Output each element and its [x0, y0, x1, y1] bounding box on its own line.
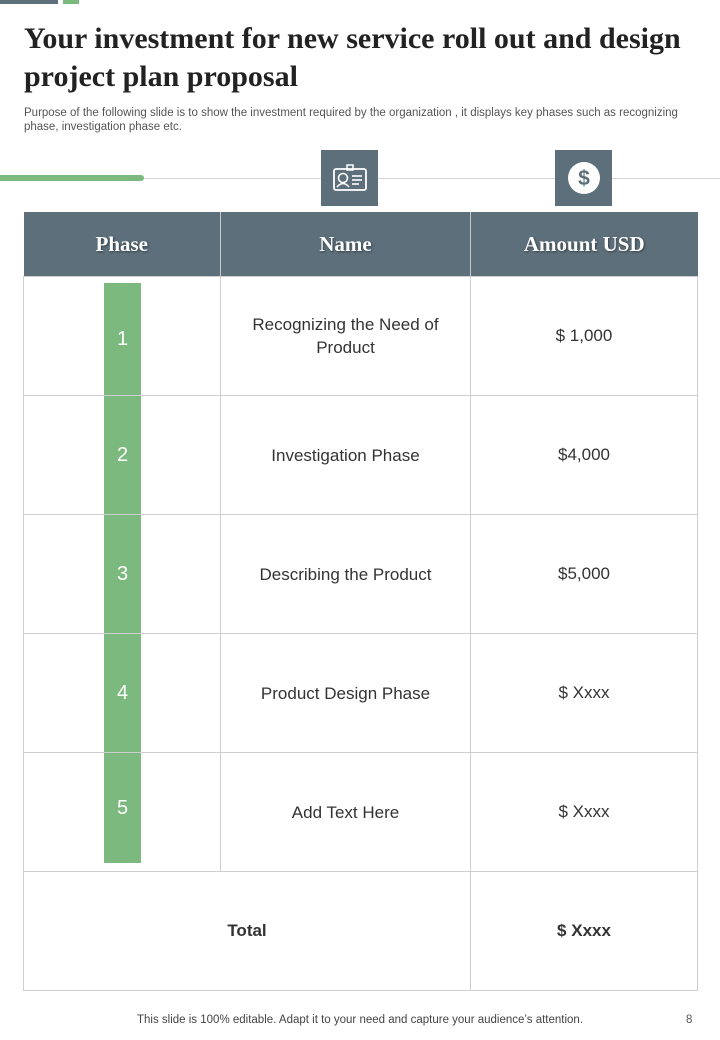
phase-number: 4: [104, 634, 141, 752]
phase-number: 2: [104, 396, 141, 514]
phase-name: Describing the Product: [259, 564, 432, 584]
table-row: [24, 515, 698, 634]
phase-cell: [24, 277, 221, 396]
amount-cell: $5,000: [471, 515, 698, 634]
table-header-row: [24, 212, 698, 277]
page-subtitle: Purpose of the following slide is to show the investment required by the organization , it displays key phases such as recognizing phase, investigation phase etc.: [24, 107, 678, 133]
phase-number: 5: [104, 753, 141, 863]
amount-cell: $ 1,000: [471, 277, 698, 396]
dollar-icon: [555, 150, 612, 206]
phase-name: Recognizing the Need of Product: [252, 315, 439, 357]
phase-cell: [24, 753, 221, 872]
svg-text:$: $: [577, 167, 590, 190]
top-accent-bar-dark: [0, 0, 58, 4]
table-row: [24, 396, 698, 515]
top-accent-bar-green: [63, 0, 79, 4]
name-cell: [221, 277, 471, 396]
amount-cell: $ Xxxx: [471, 634, 698, 753]
phase-number: 3: [104, 515, 141, 633]
phase-name: Product Design Phase: [260, 683, 431, 703]
name-cell: [221, 634, 471, 753]
phase-cell: [24, 515, 221, 634]
table-row: [24, 634, 698, 753]
phase-name: Add Text Here: [291, 802, 400, 822]
name-cell: [221, 753, 471, 872]
phase-cell: [24, 396, 221, 515]
header-amount: Amount USD: [471, 212, 698, 277]
name-cell: [221, 515, 471, 634]
name-cell: [221, 396, 471, 515]
header-phase: Phase: [24, 212, 221, 277]
total-row: [24, 872, 698, 991]
amount-cell: $ Xxxx: [471, 753, 698, 872]
investment-table: [23, 212, 698, 991]
total-amount: $ Xxxx: [471, 872, 698, 991]
id-card-icon: [321, 150, 378, 206]
table-row: [24, 753, 698, 872]
total-label: Total: [24, 872, 471, 991]
header-name: Name: [221, 212, 471, 277]
page-title: Your investment for new service roll out and design project plan proposal: [24, 22, 681, 93]
phase-number: 1: [104, 283, 141, 395]
phase-cell: [24, 634, 221, 753]
amount-cell: $4,000: [471, 396, 698, 515]
divider-accent: [0, 175, 144, 181]
footer-note: This slide is 100% editable. Adapt it to your need and capture your audience’s attention.: [136, 1014, 584, 1026]
phase-name: Investigation Phase: [271, 445, 420, 465]
page-number: 8: [686, 1014, 693, 1026]
table-row: [24, 277, 698, 396]
